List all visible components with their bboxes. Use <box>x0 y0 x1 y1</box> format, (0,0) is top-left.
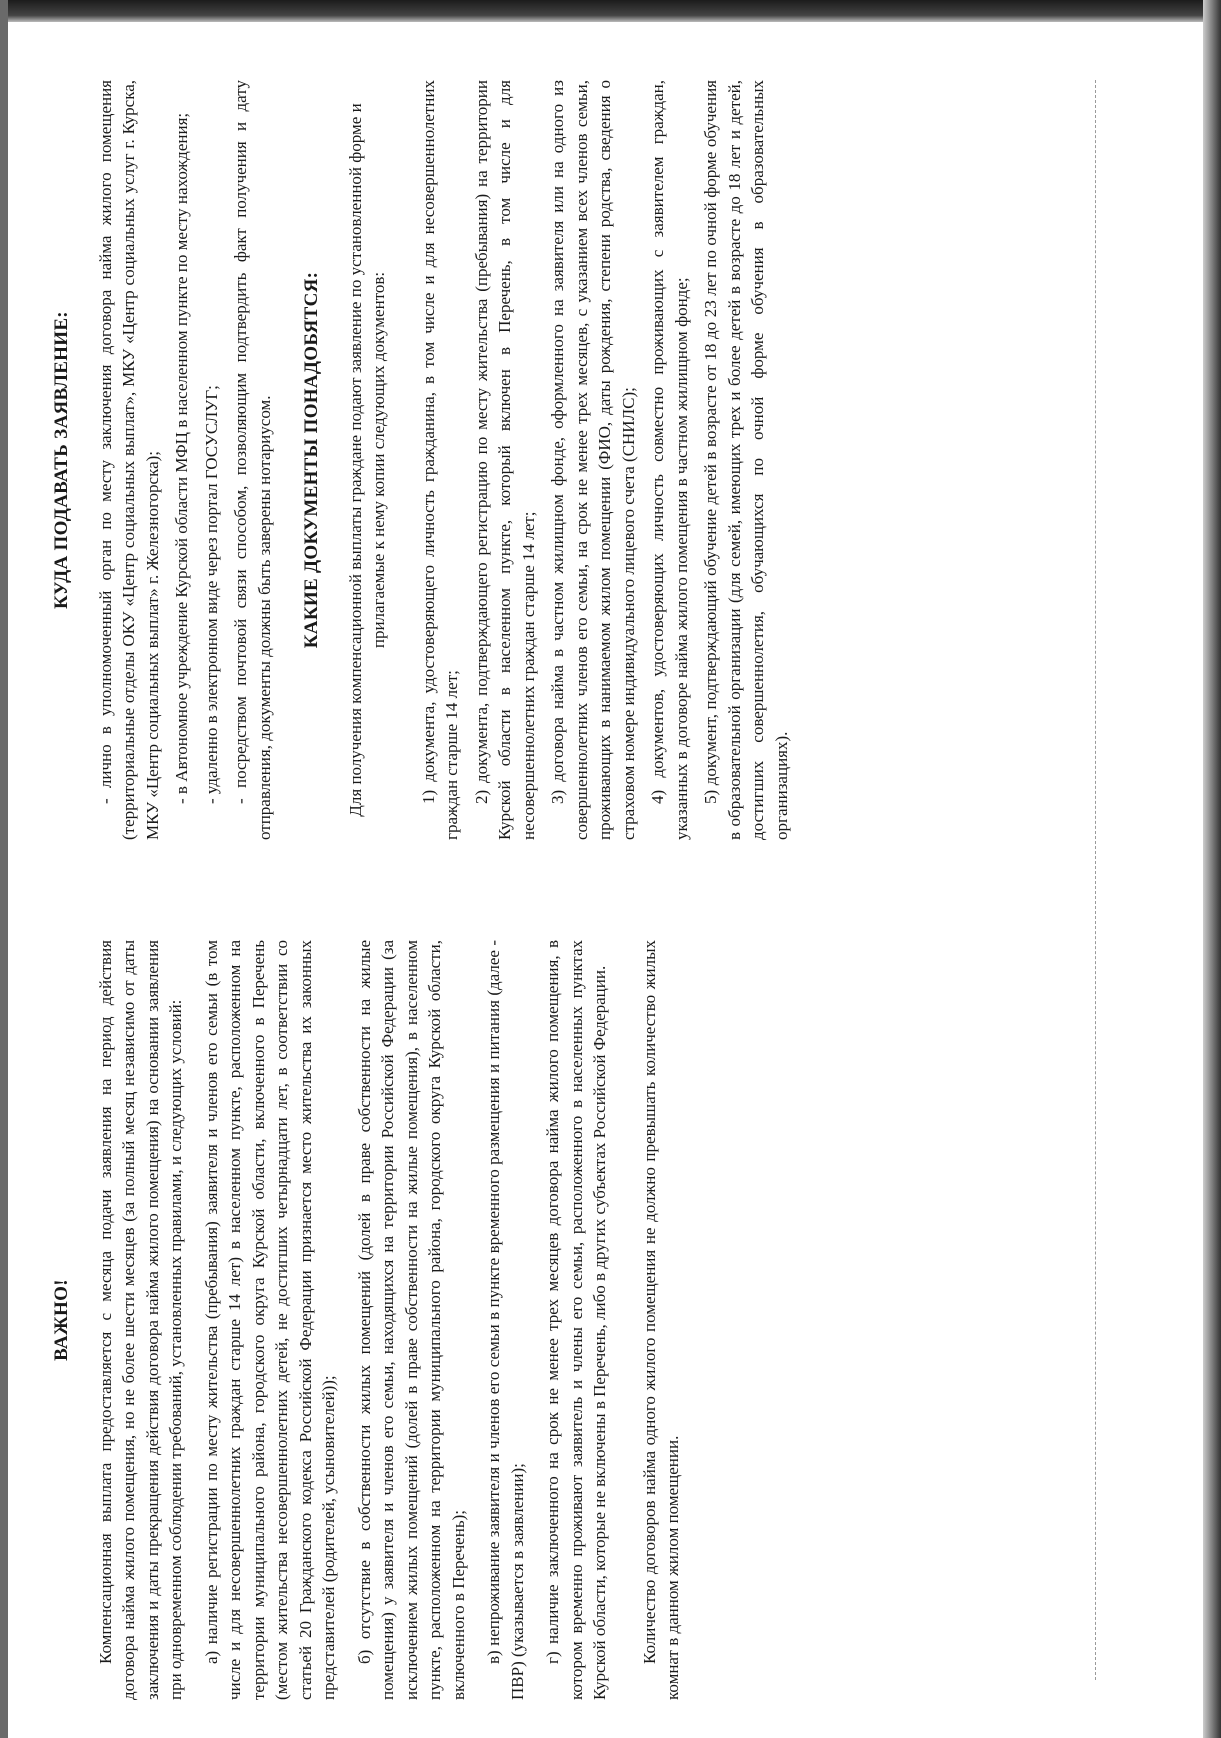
where-item-mfc: - в Автономное учреждение Курской области МФЦ в населенном пункте по месту нахождения; <box>172 112 191 804</box>
condition-a: а) наличие регистрации по месту жительства (пребывания) заявителя и членов его семьи (в том числе и для несовершеннолетних граждан старше 14 лет) в населенном пункте, расположенном на территории муниципального района, городского округа Курской области, включенного в Перечень (местом жительства несовершеннолетних детей, не достигших четырнадцати лет, в соответствии со статьей 20 Гражданского кодекса Российской Федерации признается место жительства их законных представителей (родителей, усыновителей)); <box>201 940 338 1700</box>
scan-border-top <box>0 0 1221 22</box>
where-item-in-person: - лично в уполномоченный орган по месту заключения договора найма жилого помещения (территориальные отделы ОКУ «Центр социальных выплат», МКУ «Центр социальных услуг г. Курска, МКУ «Центр социальных выплат» г. Железногорска); <box>95 80 162 840</box>
documents-intro: Для получения компенсационной выплаты граждане подают заявление по установленной форме и прилагаемые к нему копии следующих документов: <box>345 103 388 817</box>
where-to-apply-heading: КУДА ПОДАВАТЬ ЗАЯВЛЕНИЕ: <box>51 311 72 609</box>
condition-g: г) наличие заключенного на срок не менее трех месяцев договора найма жилого помещения, в котором временно проживают заявитель и члены его семьи, расположенного в населенных пунктах Курской области, которые не включены в Перечень, либо в других субъектах Российской Федерации. <box>543 940 609 1700</box>
intro-paragraph: Компенсационная выплата предоставляется с месяца подачи заявления на период действия договора найма жилого помещения, но не более шести месяцев (за полный месяц независимо от даты заключения и даты прекращения действия договора найма жилого помещения) на основании заявления при одновременном соблюдении требований, установленных правилами, и следующих условий: <box>95 940 185 1700</box>
contracts-note: Количество договоров найма одного жилого помещения не должно превышать количество жилых комнат в данном жилом помещении. <box>639 940 682 1700</box>
right-panel-where-and-docs <box>50 80 793 840</box>
document-item-4: 4) документов, удостоверяющих личность совместно проживающих с заявителем граждан, указанных в договоре найма жилого помещения в частном жилищном фонде; <box>648 80 691 840</box>
condition-v: в) непроживание заявителя и членов его семьи в пункте временного размещения и питания (далее - ПВР) (указывается в заявлении); <box>484 940 527 1700</box>
important-heading: ВАЖНО! <box>51 1279 72 1361</box>
where-item-post: - посредством почтовой связи способом, позволяющим подтвердить факт получения и дату отправления, документы должны быть заверены нотариусом. <box>231 80 274 840</box>
scan-border-right <box>1203 0 1221 1738</box>
left-panel-important <box>50 940 697 1700</box>
scan-border-left <box>0 0 8 1738</box>
where-item-gosuslugi: - удаленно в электронном виде через портал ГОСУСЛУГ; <box>201 385 221 804</box>
document-item-2: 2) документа, подтверждающего регистрацию по месту жительства (пребывания) на территории Курской области в населенном пункте, который включен в Перечень, в том числе и для несовершеннолетних граждан старше 14 лет; <box>471 80 538 840</box>
documents-heading: КАКИЕ ДОКУМЕНТЫ ПОНАДОБЯТСЯ: <box>301 271 322 649</box>
document-item-3: 3) договора найма в частном жилищном фонде, оформленного на заявителя или на одного из совершеннолетних членов его семьи, на срок не менее трех месяцев, с указанием всех членов семьи, проживающих в нанимаемом жилом помещении (ФИО, даты рождения, степени родства, сведения о страховом номере индивидуального лицевого счета (СНИЛС); <box>548 80 638 840</box>
rotated-document-sheet <box>50 60 1160 1700</box>
document-item-5: 5) документ, подтверждающий обучение детей в возрасте от 18 до 23 лет по очной форме обучения в образовательной организации (для семей, имеющих трех и более детей в возрасте до 18 лет и детей, достигших совершеннолетия, обучающихся по очной форме обучения в образовательных организациях). <box>701 80 791 840</box>
document-item-1: 1) документа, удостоверяющего личность гражданина, в том числе и для несовершеннолетних граждан старше 14 лет; <box>418 80 461 840</box>
condition-b: б) отсутствие в собственности жилых помещений (долей в праве собственности на жилые помещения) у заявителя и членов его семьи, находящихся на территории Российской Федерации (за исключением жилых помещений (долей в праве собственности на жилые помещения), в населенном пункте, расположенном на территории муниципального района, городского округа Курской области, включенного в Перечень); <box>354 940 468 1700</box>
